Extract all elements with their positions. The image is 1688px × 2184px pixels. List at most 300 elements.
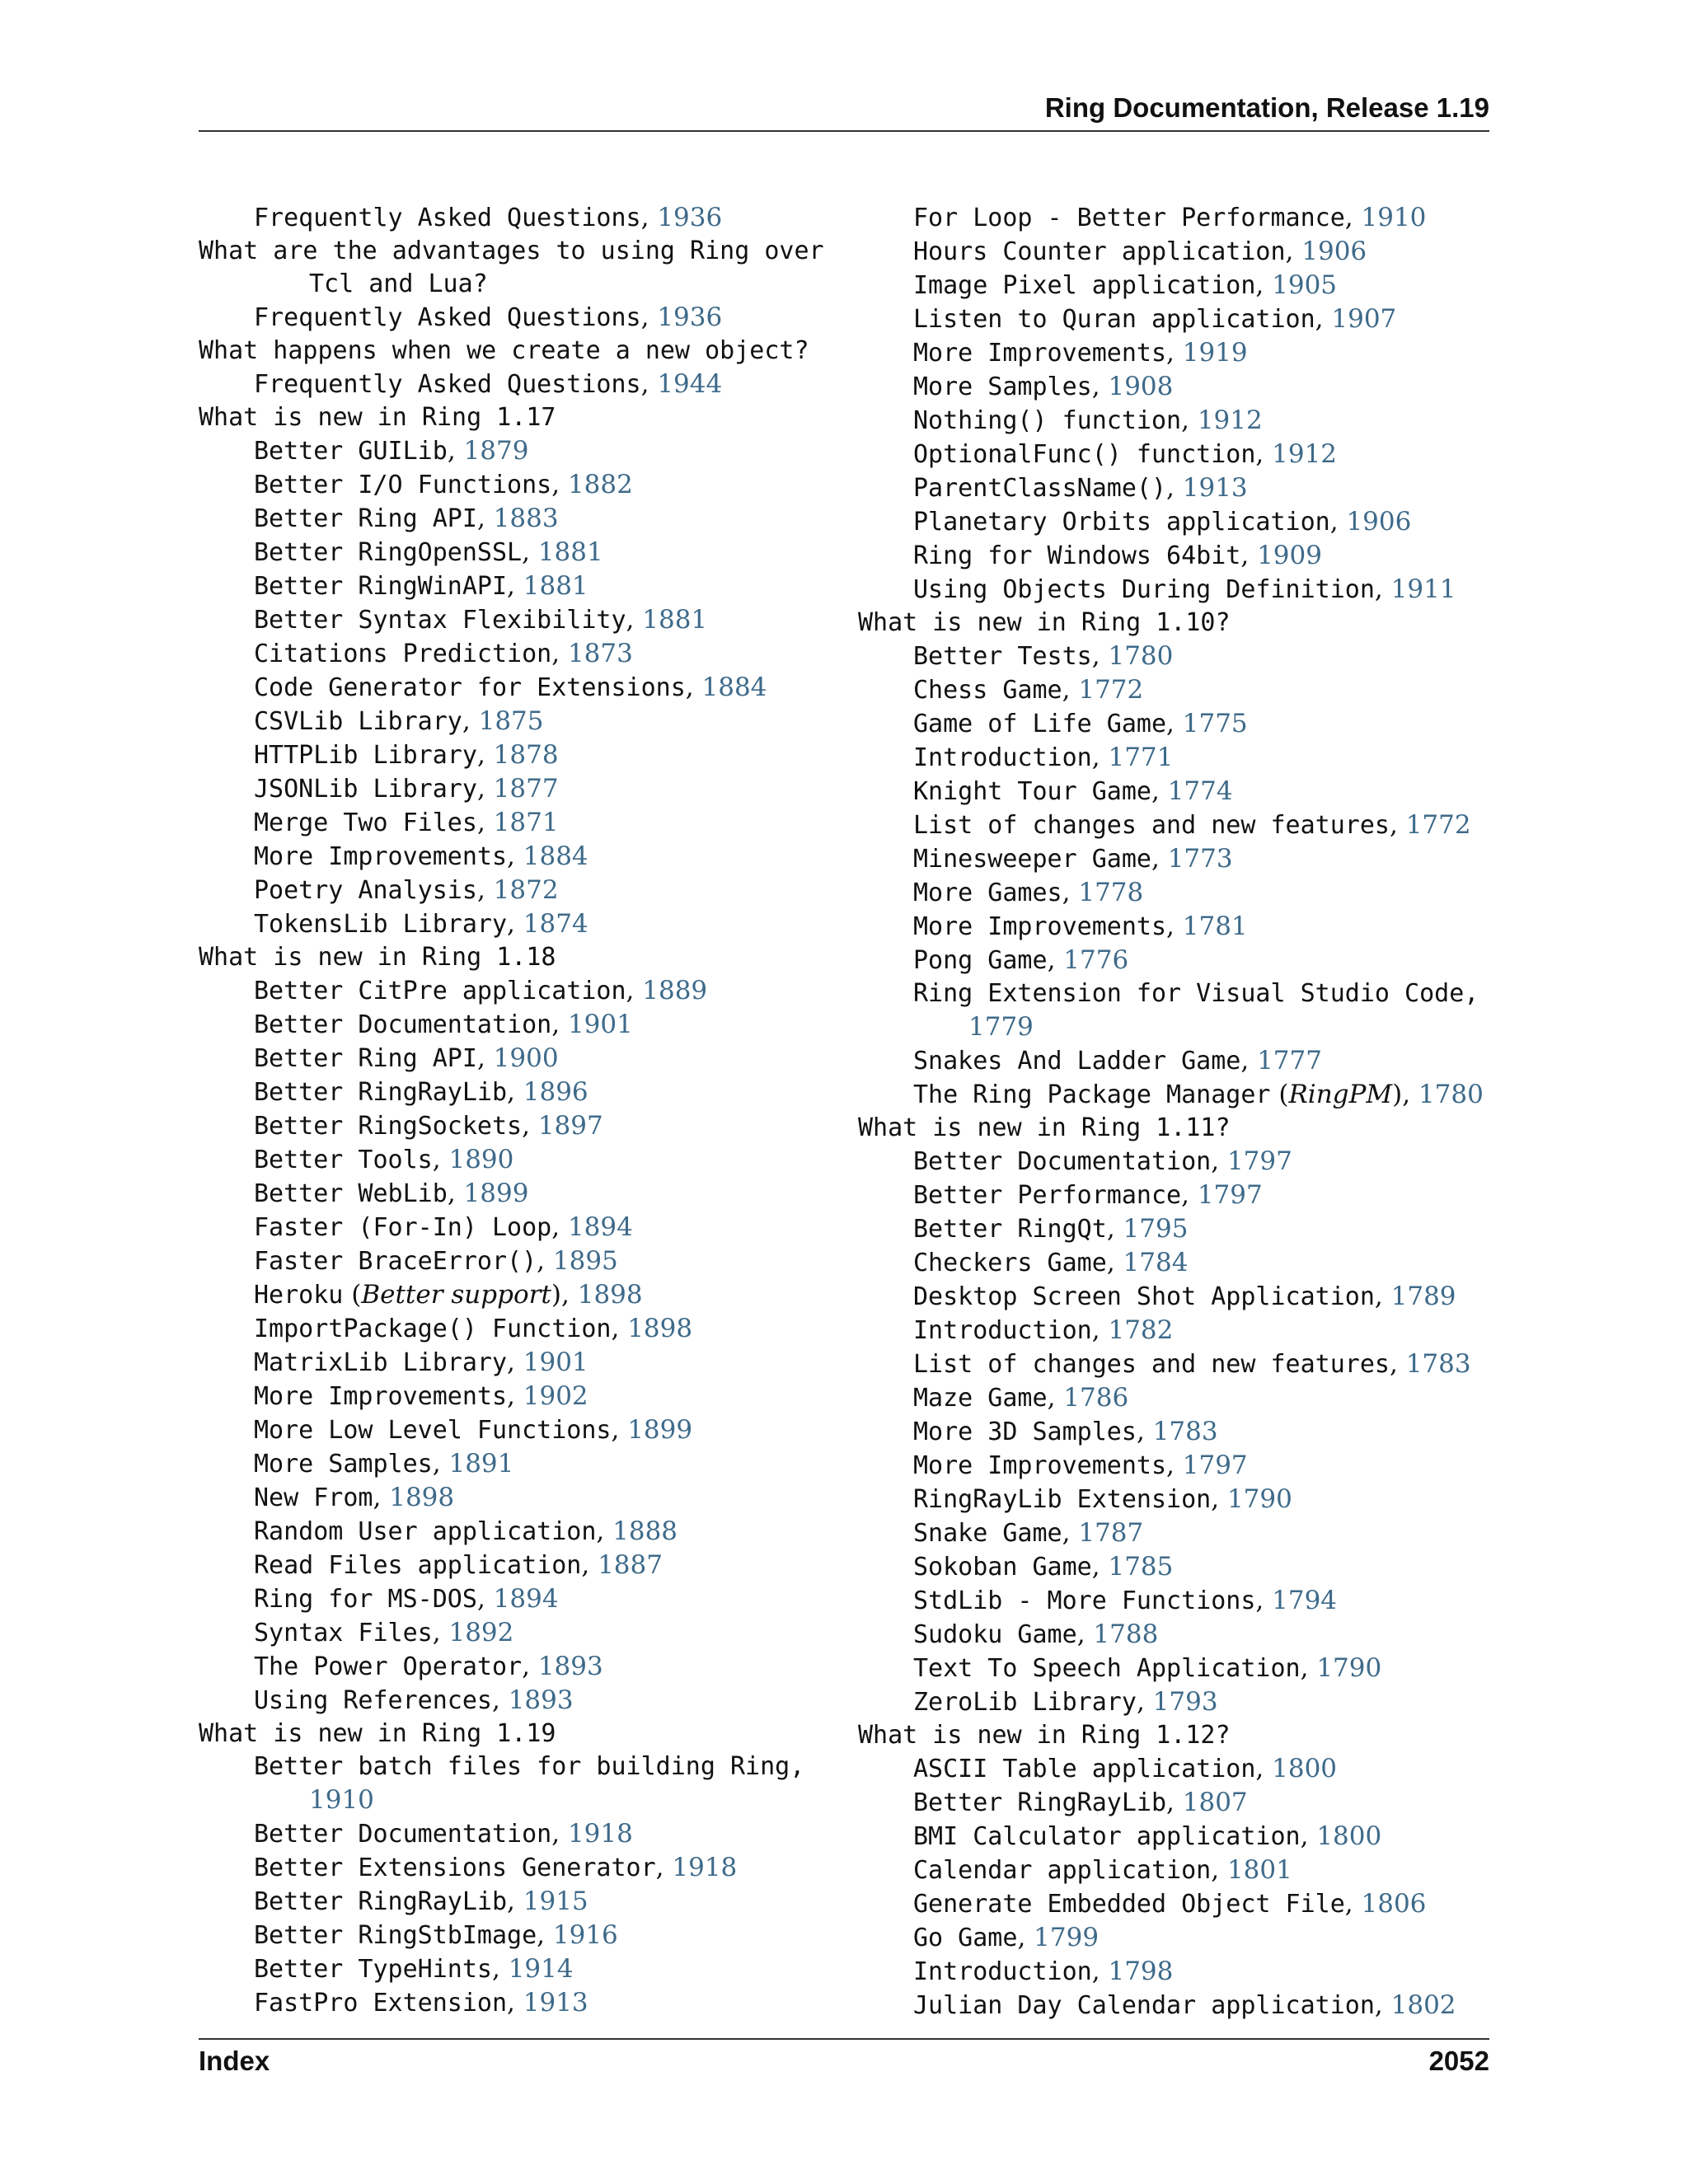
index-comma: , — [1300, 1653, 1317, 1683]
index-comma: , — [1017, 1923, 1034, 1952]
index-subentry — [858, 1415, 1501, 1449]
index-subentry — [199, 1042, 842, 1076]
page-link[interactable]: 1914 — [508, 1954, 574, 1984]
page-link[interactable]: 1907 — [1331, 304, 1397, 334]
page-link[interactable]: 1919 — [1182, 338, 1248, 368]
page-link[interactable]: 1909 — [1257, 541, 1322, 570]
page-link[interactable]: 1873 — [567, 639, 633, 668]
index-subentry — [858, 1212, 1501, 1246]
page-link[interactable]: 1794 — [1272, 1586, 1338, 1615]
page-link[interactable]: 1806 — [1361, 1889, 1427, 1919]
index-term: What is new in Ring 1.12? — [858, 1721, 1231, 1750]
page-link[interactable]: 1771 — [1108, 743, 1174, 772]
index-subentry — [858, 1516, 1501, 1550]
index-subentry — [858, 707, 1501, 741]
index-term: Code Generator for Extensions — [254, 673, 686, 702]
index-paren: ) — [551, 1280, 561, 1310]
index-comma: , — [507, 1988, 523, 2018]
index-term: Snake Game — [913, 1519, 1062, 1548]
page-link[interactable]: 1795 — [1123, 1214, 1189, 1244]
page-link[interactable]: 1882 — [567, 470, 633, 499]
index-subentry — [858, 1314, 1501, 1347]
index-heading — [199, 235, 842, 268]
index-comma: , — [537, 1920, 553, 1950]
index-term: Frequently Asked Questions — [254, 370, 641, 399]
index-term: Better CitPre application — [254, 977, 626, 1005]
index-term: Better batch files for building Ring, — [254, 1752, 805, 1781]
page-link[interactable]: 1797 — [1226, 1146, 1292, 1176]
index-subentry — [199, 1447, 842, 1481]
page-link[interactable]: 1799 — [1034, 1923, 1100, 1952]
index-subentry — [858, 438, 1501, 471]
page-link[interactable]: 1897 — [537, 1111, 603, 1141]
index-comma: , — [447, 1179, 464, 1208]
index-term: More Samples — [913, 373, 1092, 401]
index-subentry — [858, 1044, 1501, 1078]
page-link[interactable]: 1936 — [657, 203, 723, 232]
index-term: Minesweeper Game — [913, 845, 1151, 874]
index-term: ZeroLib Library — [913, 1688, 1137, 1717]
index-term: Introduction — [913, 1316, 1092, 1345]
page-link[interactable]: 1775 — [1182, 709, 1248, 738]
page-link[interactable]: 1782 — [1108, 1315, 1174, 1345]
index-subentry — [199, 637, 842, 671]
page-link[interactable]: 1896 — [523, 1077, 588, 1107]
page-link[interactable]: 1879 — [463, 436, 529, 466]
index-comma: , — [551, 470, 568, 499]
index-term: Calendar application — [913, 1856, 1212, 1885]
page-link[interactable]: 1877 — [493, 774, 559, 804]
index-term: Better RingWinAPI — [254, 572, 508, 601]
index-subentry — [199, 874, 842, 907]
index-term: Better GUILib — [254, 437, 448, 466]
page-link[interactable]: 1797 — [1182, 1451, 1248, 1480]
index-comma: , — [1240, 1046, 1258, 1076]
index-comma: , — [1091, 1552, 1109, 1582]
index-subentry — [199, 603, 842, 637]
index-subentry — [858, 775, 1501, 808]
index-term: What happens when we create a new object? — [199, 336, 809, 365]
page-link[interactable]: 1789 — [1390, 1282, 1456, 1311]
index-subentry — [858, 1652, 1501, 1685]
index-term: What is new in Ring 1.19 — [199, 1719, 556, 1748]
page-link[interactable]: 1884 — [523, 841, 588, 871]
index-term: ASCII Table application — [913, 1755, 1256, 1783]
page-link[interactable]: 1894 — [567, 1212, 633, 1242]
page-link[interactable]: 1905 — [1272, 270, 1338, 300]
page-link[interactable]: 1908 — [1108, 372, 1174, 401]
page-link[interactable]: 1800 — [1272, 1754, 1338, 1783]
index-comma: , — [1255, 439, 1273, 469]
page-link[interactable]: 1871 — [493, 808, 559, 837]
page-link[interactable]: 1881 — [642, 605, 708, 635]
index-comma: , — [1062, 1518, 1079, 1548]
page-link[interactable]: 1783 — [1152, 1417, 1218, 1446]
index-term: Go Game — [913, 1924, 1018, 1952]
index-comma: , — [1402, 1080, 1418, 1109]
header-rule — [199, 130, 1489, 132]
index-term: More Samples — [254, 1450, 433, 1479]
index-term: TokensLib Library — [254, 910, 508, 939]
index-subentry — [199, 907, 842, 941]
page-link[interactable]: 1790 — [1226, 1484, 1292, 1514]
page-link[interactable]: 1778 — [1078, 878, 1144, 907]
index-comma: , — [1181, 1180, 1198, 1210]
index-subentry — [858, 302, 1501, 336]
index-continuation — [199, 1783, 842, 1817]
index-comma: , — [373, 1483, 390, 1512]
page-link[interactable]: 1916 — [552, 1920, 618, 1950]
page-link[interactable]: 1777 — [1257, 1046, 1322, 1076]
index-column-right — [858, 201, 1501, 2022]
page-link[interactable]: 1898 — [389, 1483, 455, 1512]
page-link[interactable]: 1895 — [552, 1246, 618, 1276]
index-term: Random User application — [254, 1517, 597, 1546]
index-term: More Low Level Functions — [254, 1416, 612, 1445]
index-comma: , — [476, 504, 494, 533]
index-term: Desktop Screen Shot Application — [913, 1282, 1375, 1311]
index-term: Better Syntax Flexibility — [254, 606, 626, 635]
index-term: Ring Extension for Visual Studio Code, — [913, 979, 1479, 1008]
page-link[interactable]: 1774 — [1167, 776, 1233, 806]
index-term: List of changes and new features — [913, 1350, 1390, 1379]
index-subentry — [199, 201, 842, 235]
index-term: RingRayLib Extension — [913, 1485, 1212, 1514]
page-link[interactable]: 1902 — [523, 1381, 588, 1411]
page-link[interactable]: 1807 — [1182, 1788, 1248, 1817]
index-term: Tcl and Lua? — [309, 269, 488, 298]
index-term: ImportPackage() Function — [254, 1315, 612, 1343]
page-link[interactable]: 1884 — [701, 673, 767, 702]
page-link[interactable]: 1883 — [493, 504, 559, 533]
index-comma: , — [551, 639, 568, 668]
index-comma: , — [1255, 270, 1273, 300]
page-link[interactable]: 1779 — [968, 1012, 1034, 1042]
index-term: Better RingRayLib — [254, 1078, 508, 1107]
index-term: Chess Game — [913, 676, 1062, 705]
index-term: Text To Speech Application — [913, 1654, 1301, 1683]
page-link[interactable]: 1936 — [657, 302, 723, 332]
index-subentry — [199, 1817, 842, 1851]
page-link[interactable]: 1918 — [567, 1819, 633, 1849]
index-term: Using Objects During Definition — [913, 575, 1375, 604]
index-comma: , — [1166, 912, 1183, 941]
index-comma: , — [507, 1347, 523, 1377]
index-subentry — [199, 671, 842, 705]
index-comma: , — [1374, 1282, 1391, 1311]
index-paren: ( — [1270, 1080, 1289, 1109]
index-comma: , — [1151, 776, 1168, 806]
index-comma: , — [462, 706, 479, 736]
index-term: Better Performance — [913, 1181, 1182, 1210]
index-subentry — [858, 876, 1501, 910]
page-link[interactable]: 1913 — [1182, 473, 1248, 503]
index-comma: , — [1389, 1349, 1406, 1379]
index-subentry — [199, 502, 842, 536]
index-subentry — [858, 910, 1501, 944]
index-comma: , — [476, 808, 494, 837]
index-subentry — [858, 539, 1501, 573]
page-link[interactable]: 1891 — [448, 1449, 514, 1479]
page-link[interactable]: 1906 — [1301, 237, 1367, 266]
page-link[interactable]: 1913 — [523, 1988, 588, 2018]
index-subentry — [199, 1143, 842, 1177]
index-subentry — [199, 1380, 842, 1413]
index-comma: , — [1211, 1146, 1227, 1176]
index-comma: , — [1374, 574, 1391, 604]
index-subentry — [199, 569, 842, 603]
index-comma: , — [1166, 338, 1183, 368]
index-comma: , — [611, 1415, 628, 1445]
index-subentry — [199, 1515, 842, 1549]
index-comma: , — [640, 302, 658, 332]
index-term: Better RingRayLib — [913, 1788, 1167, 1817]
index-term: Sokoban Game — [913, 1553, 1092, 1582]
page-link[interactable]: 1875 — [478, 706, 544, 736]
index-subentry — [858, 1752, 1501, 1786]
footer-page-number: 2052 — [1428, 2046, 1489, 2076]
index-paren: ) — [1392, 1080, 1403, 1109]
page-link[interactable]: 1898 — [577, 1280, 643, 1310]
index-subentry — [199, 1481, 842, 1515]
page-link[interactable]: 1912 — [1272, 439, 1338, 469]
page-link[interactable]: 1892 — [448, 1618, 514, 1647]
index-term: The Ring Package Manager (RingPM) — [913, 1080, 1403, 1109]
index-term: OptionalFunc() function — [913, 440, 1256, 469]
index-term: CSVLib Library — [254, 707, 462, 736]
index-subentry — [199, 1278, 842, 1312]
index-term: Listen to Quran application — [913, 305, 1315, 334]
index-comma: , — [551, 1819, 568, 1849]
page-link[interactable]: 1899 — [463, 1179, 529, 1208]
page-link[interactable]: 1802 — [1390, 1990, 1456, 2020]
page-link[interactable]: 1798 — [1108, 1957, 1174, 1986]
index-subentry — [858, 336, 1501, 370]
index-comma: , — [1091, 1315, 1109, 1345]
index-subentry — [858, 1584, 1501, 1618]
index-comma: , — [551, 1010, 568, 1039]
index-comma: , — [1166, 1788, 1183, 1817]
footer-section: Index — [199, 2046, 270, 2076]
index-comma: , — [507, 1886, 523, 1916]
index-subentry — [858, 573, 1501, 607]
page-link[interactable]: 1772 — [1405, 810, 1471, 840]
index-term: Better Documentation — [913, 1147, 1212, 1176]
index-term: Image Pixel application — [913, 271, 1256, 300]
page-link[interactable]: 1872 — [493, 875, 559, 905]
index-heading — [199, 335, 842, 368]
index-comma: , — [551, 1212, 568, 1242]
index-comma: , — [507, 909, 523, 939]
page-link[interactable]: 1912 — [1197, 405, 1263, 435]
index-term: Frequently Asked Questions — [254, 303, 641, 332]
index-subentry — [199, 1952, 842, 1986]
page-link[interactable]: 1776 — [1063, 945, 1129, 975]
index-subentry — [858, 1685, 1501, 1719]
index-term: Better WebLib — [254, 1179, 448, 1208]
page-link[interactable]: 1783 — [1405, 1349, 1471, 1379]
index-term: What are the advantages to using Ring over — [199, 237, 824, 265]
index-subentry — [858, 1179, 1501, 1212]
index-subentry — [858, 1921, 1501, 1955]
index-term: What is new in Ring 1.17 — [199, 403, 556, 432]
page-link[interactable]: 1780 — [1418, 1080, 1484, 1109]
index-comma: , — [1062, 878, 1079, 907]
index-term: For Loop - Better Performance — [913, 204, 1345, 232]
index-subentry — [858, 1280, 1501, 1314]
page-link[interactable]: 1901 — [523, 1347, 588, 1377]
index-term: Nothing() function — [913, 406, 1182, 435]
index-comma: , — [1106, 1248, 1123, 1277]
page-link[interactable]: 1910 — [309, 1785, 374, 1815]
index-term: Sudoku Game — [913, 1620, 1077, 1649]
page-link[interactable]: 1793 — [1152, 1687, 1218, 1717]
index-term: Game of Life Game — [913, 710, 1167, 738]
index-subentry — [199, 974, 842, 1008]
page-link[interactable]: 1787 — [1078, 1518, 1144, 1548]
page-link[interactable]: 1797 — [1197, 1180, 1263, 1210]
index-subentry — [199, 1244, 842, 1278]
index-subentry — [199, 434, 842, 468]
index-comma: , — [476, 1584, 494, 1614]
index-comma: , — [640, 369, 658, 399]
index-term: More Improvements — [254, 842, 508, 871]
index-term: Julian Day Calendar application — [913, 1991, 1375, 2020]
index-term: Better Extensions Generator — [254, 1854, 656, 1882]
index-term: Knight Tour Game — [913, 777, 1151, 806]
index-subentry — [858, 505, 1501, 539]
index-term: Ring for Windows 64bit — [913, 541, 1241, 570]
index-column-left — [199, 201, 842, 2020]
index-subentry — [199, 840, 842, 874]
page-link[interactable]: 1888 — [612, 1516, 678, 1546]
index-subentry — [858, 1347, 1501, 1381]
index-comma: , — [1166, 709, 1183, 738]
index-comma: , — [1285, 237, 1302, 266]
page-link[interactable]: 1784 — [1123, 1248, 1189, 1277]
index-term: Heroku (Better support) — [254, 1280, 561, 1310]
page-link[interactable]: 1910 — [1361, 203, 1427, 232]
index-comma: , — [1166, 1451, 1183, 1480]
page-link[interactable]: 1915 — [523, 1886, 588, 1916]
index-term: What is new in Ring 1.18 — [199, 943, 556, 972]
index-term: Better Ring API — [254, 1044, 477, 1073]
index-term: HTTPLib Library — [254, 741, 477, 770]
index-comma: , — [491, 1685, 509, 1715]
page-link[interactable]: 1900 — [493, 1043, 559, 1073]
page-link[interactable]: 1906 — [1346, 507, 1412, 537]
index-comma: , — [476, 1043, 494, 1073]
index-term: Frequently Asked Questions — [254, 204, 641, 232]
index-term: Faster BraceError() — [254, 1247, 537, 1276]
index-term: New From — [254, 1483, 373, 1512]
index-term: Better Tools — [254, 1146, 433, 1174]
index-comma: , — [1106, 1214, 1123, 1244]
page-link[interactable]: 1790 — [1316, 1653, 1382, 1683]
index-comma: , — [1374, 1990, 1391, 2020]
index-subentry — [199, 1851, 842, 1885]
index-subentry — [858, 1483, 1501, 1516]
index-term: More Improvements — [913, 912, 1167, 941]
page-link[interactable]: 1918 — [672, 1853, 738, 1882]
index-comma: , — [1389, 810, 1406, 840]
page-link[interactable]: 1780 — [1108, 641, 1174, 671]
index-term: More Improvements — [913, 1451, 1167, 1480]
index-comma: , — [1091, 1957, 1109, 1986]
index-subentry — [858, 808, 1501, 842]
footer-rule — [199, 2038, 1489, 2040]
index-subentry — [858, 1854, 1501, 1887]
index-comma: , — [1181, 405, 1198, 435]
page-link[interactable]: 1893 — [537, 1652, 603, 1681]
page-link[interactable]: 1893 — [508, 1685, 574, 1715]
page-link[interactable]: 1878 — [493, 740, 559, 770]
page-link[interactable]: 1890 — [448, 1145, 514, 1174]
page-link[interactable]: 1881 — [523, 571, 588, 601]
index-subentry — [858, 404, 1501, 438]
index-term: More Improvements — [913, 339, 1167, 368]
index-subentry — [858, 842, 1501, 876]
index-comma: , — [476, 740, 494, 770]
index-comma: , — [1047, 1383, 1064, 1413]
index-comma: , — [1047, 945, 1064, 975]
page-link[interactable]: 1899 — [627, 1415, 693, 1445]
index-comma: , — [1329, 507, 1347, 537]
index-subentry — [199, 1109, 842, 1143]
index-term: Better Documentation — [254, 1820, 552, 1849]
index-comma: , — [1062, 675, 1079, 705]
page-link[interactable]: 1772 — [1078, 675, 1144, 705]
index-subentry — [858, 201, 1501, 235]
index-subentry — [199, 1413, 842, 1447]
page-link[interactable]: 1898 — [627, 1314, 693, 1343]
index-subentry — [199, 1750, 842, 1783]
index-term: Introduction — [913, 1957, 1092, 1986]
index-subentry — [858, 977, 1501, 1010]
index-term: Better RingSockets — [254, 1112, 523, 1141]
index-subentry — [199, 1616, 842, 1650]
page-link[interactable]: 1801 — [1226, 1855, 1292, 1885]
index-term: Better RingOpenSSL — [254, 538, 523, 567]
index-term: Better RingQt — [913, 1215, 1107, 1244]
index-comma: , — [507, 1381, 523, 1411]
index-term: Better I/O Functions — [254, 471, 552, 499]
index-comma: , — [596, 1516, 613, 1546]
index-term: What is new in Ring 1.11? — [858, 1113, 1231, 1142]
index-comma: , — [1315, 304, 1332, 334]
index-subentry — [199, 368, 842, 401]
index-subentry — [199, 1684, 842, 1718]
page-link[interactable]: 1781 — [1182, 912, 1248, 941]
page-link[interactable]: 1911 — [1390, 574, 1456, 604]
page-link[interactable]: 1881 — [537, 537, 603, 567]
page-link[interactable]: 1788 — [1093, 1619, 1159, 1649]
page-link[interactable]: 1786 — [1063, 1383, 1129, 1413]
page-link[interactable]: 1901 — [567, 1010, 633, 1039]
index-subentry — [199, 536, 842, 569]
page-link[interactable]: 1800 — [1316, 1821, 1382, 1851]
page-link[interactable]: 1944 — [657, 369, 723, 399]
index-subentry — [199, 772, 842, 806]
page-link[interactable]: 1785 — [1108, 1552, 1174, 1582]
page-link[interactable]: 1773 — [1167, 844, 1233, 874]
page-link[interactable]: 1894 — [493, 1584, 559, 1614]
page-link[interactable]: 1889 — [642, 976, 708, 1005]
page-link[interactable]: 1887 — [598, 1550, 663, 1580]
index-term: ParentClassName() — [913, 474, 1167, 503]
index-subentry — [199, 301, 842, 335]
page-link[interactable]: 1874 — [523, 909, 588, 939]
